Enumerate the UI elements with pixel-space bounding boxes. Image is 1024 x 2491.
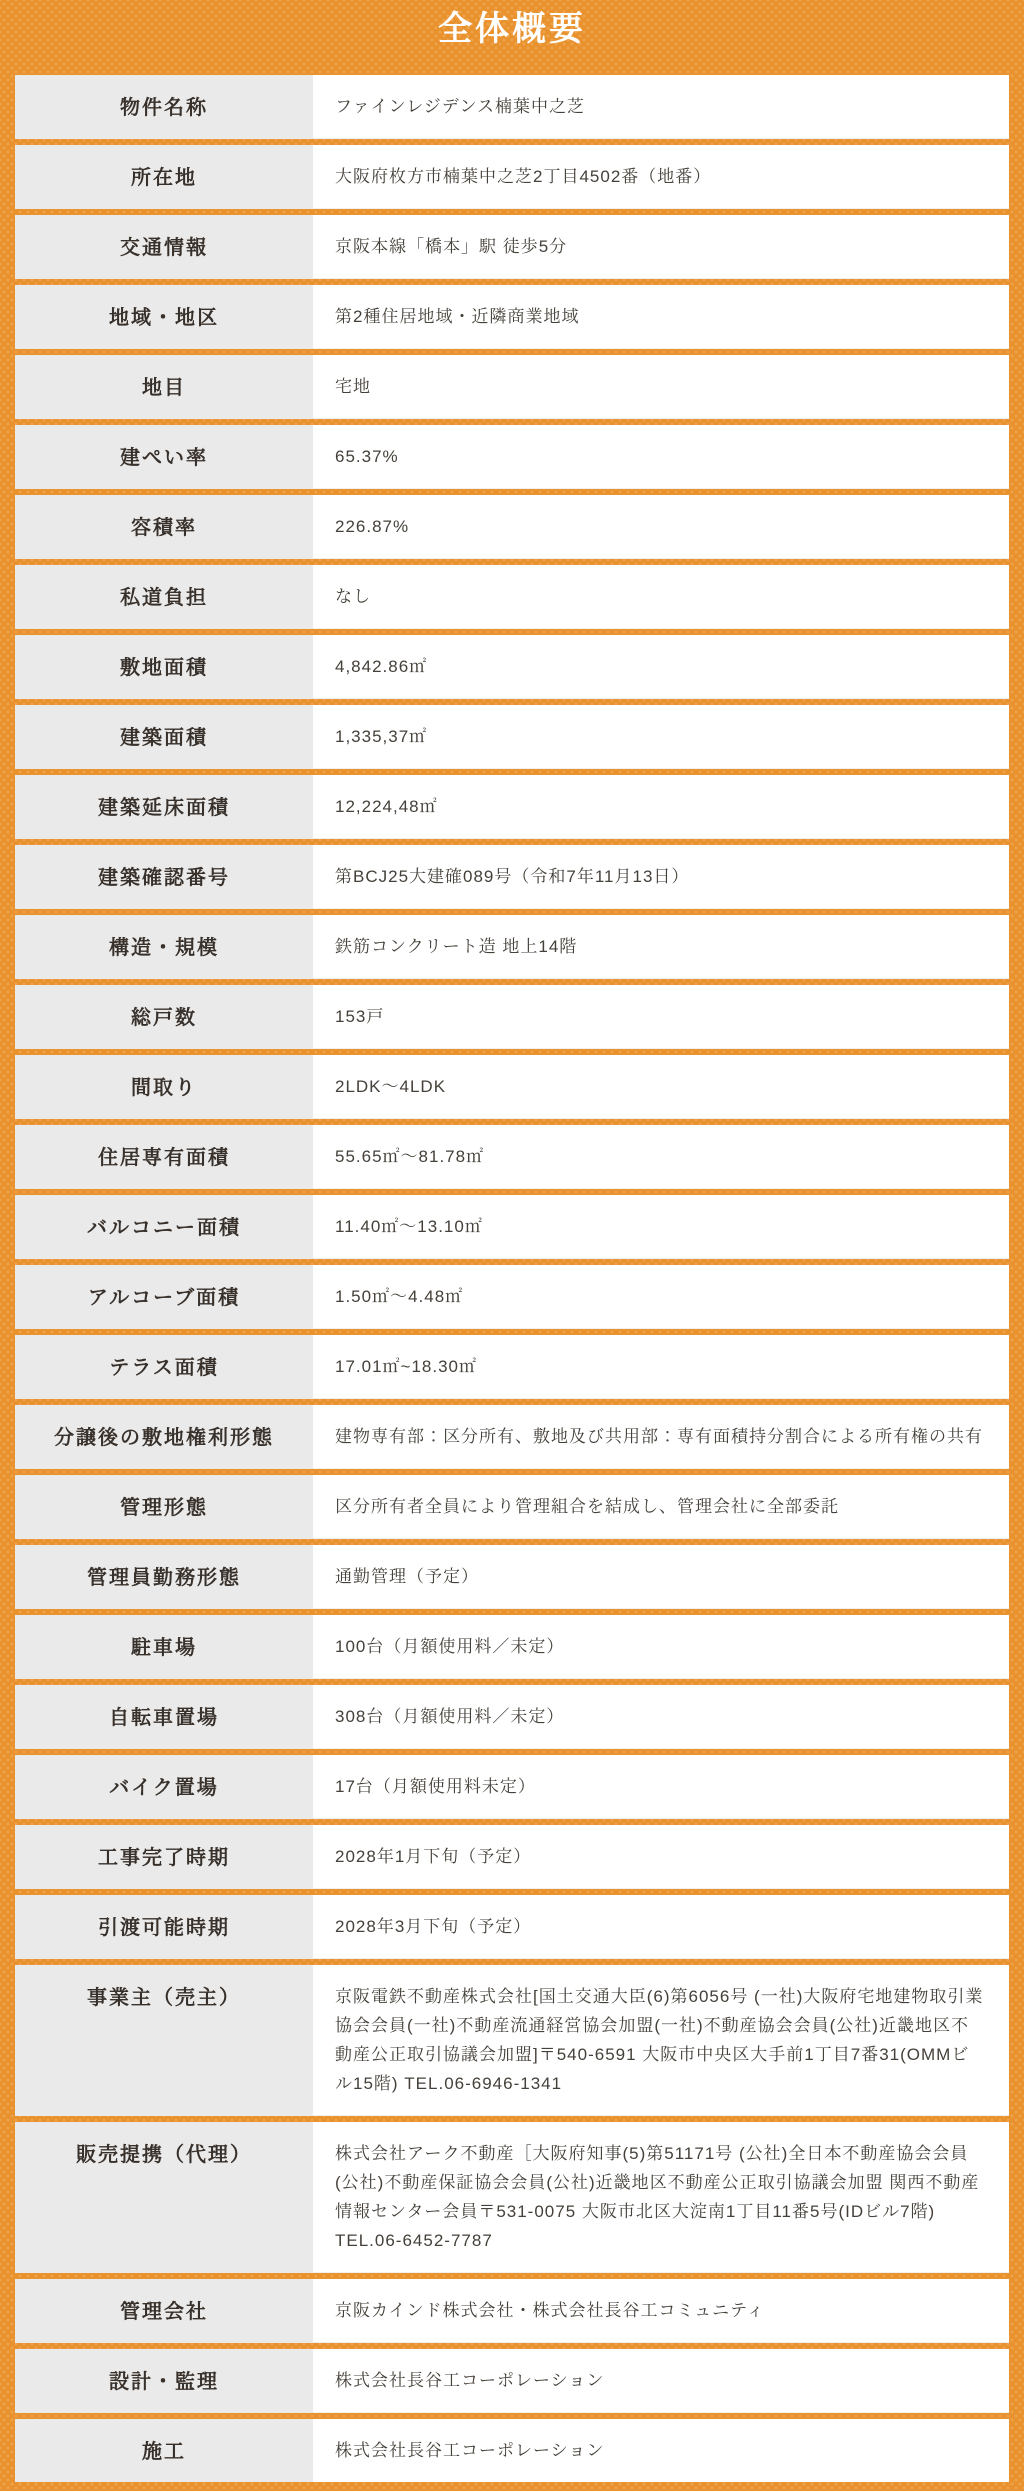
row-value: 1.50㎡〜4.48㎡ (313, 1265, 1009, 1329)
row-value: 308台（月額使用料／未定） (313, 1685, 1009, 1749)
table-row (15, 985, 1009, 1049)
row-value: ファインレジデンス楠葉中之芝 (313, 75, 1009, 139)
row-value: 第BCJ25大建確089号（令和7年11月13日） (313, 845, 1009, 909)
property-overview-table (15, 75, 1009, 2482)
row-value: 株式会社長谷工コーポレーション (313, 2419, 1009, 2482)
table-row (15, 75, 1009, 139)
table-row (15, 1055, 1009, 1119)
table-row (15, 1545, 1009, 1609)
table-row (15, 1335, 1009, 1399)
row-label: 地目 (15, 355, 313, 419)
row-label: 所在地 (15, 145, 313, 209)
row-label: バイク置場 (15, 1755, 313, 1819)
row-value: 11.40㎡〜13.10㎡ (313, 1195, 1009, 1259)
table-row (15, 2122, 1009, 2273)
row-label: 私道負担 (15, 565, 313, 629)
row-label: 工事完了時期 (15, 1825, 313, 1889)
row-label: 自転車置場 (15, 1685, 313, 1749)
table-row (15, 1965, 1009, 2116)
row-label: 建築延床面積 (15, 775, 313, 839)
row-value: 大阪府枚方市楠葉中之芝2丁目4502番（地番） (313, 145, 1009, 209)
row-label: 施工 (15, 2419, 313, 2482)
row-value: 区分所有者全員により管理組合を結成し、管理会社に全部委託 (313, 1475, 1009, 1539)
table-row (15, 495, 1009, 559)
table-row (15, 145, 1009, 209)
row-label: 建築面積 (15, 705, 313, 769)
table-row (15, 635, 1009, 699)
row-value: 17台（月額使用料未定） (313, 1755, 1009, 1819)
table-row (15, 1125, 1009, 1189)
row-label: 建築確認番号 (15, 845, 313, 909)
table-row (15, 915, 1009, 979)
row-label: アルコーブ面積 (15, 1265, 313, 1329)
row-label: 敷地面積 (15, 635, 313, 699)
row-value: 2028年3月下旬（予定） (313, 1895, 1009, 1959)
row-value: 226.87% (313, 495, 1009, 559)
row-label: 販売提携（代理） (15, 2122, 313, 2273)
table-row (15, 775, 1009, 839)
page-title: 全体概要 (438, 10, 586, 48)
row-label: 管理員勤務形態 (15, 1545, 313, 1609)
row-label: 建ぺい率 (15, 425, 313, 489)
table-row (15, 1825, 1009, 1889)
table-row (15, 355, 1009, 419)
table-row (15, 2279, 1009, 2343)
table-row (15, 215, 1009, 279)
row-value: 153戸 (313, 985, 1009, 1049)
table-row (15, 705, 1009, 769)
table-row (15, 425, 1009, 489)
row-value: 100台（月額使用料／未定） (313, 1615, 1009, 1679)
row-label: 住居専有面積 (15, 1125, 313, 1189)
row-value: 株式会社アーク不動産［大阪府知事(5)第51171号 (公社)全日本不動産協会会員(公社)不動産保証協会会員(公社)近畿地区不動産公正取引協議会加盟 関西不動産情報センター会員〒531-0075 大阪市北区大淀南1丁目11番5号(IDビル7階) TEL.06-6452-7787 (313, 2122, 1009, 2273)
row-label: 設計・監理 (15, 2349, 313, 2413)
row-value: 17.01㎡~18.30㎡ (313, 1335, 1009, 1399)
row-label: 引渡可能時期 (15, 1895, 313, 1959)
row-value: 建物専有部：区分所有、敷地及び共用部：専有面積持分割合による所有権の共有 (313, 1405, 1009, 1469)
row-value: 京阪本線「橋本」駅 徒歩5分 (313, 215, 1009, 279)
row-label: テラス面積 (15, 1335, 313, 1399)
row-label: 物件名称 (15, 75, 313, 139)
row-label: 事業主（売主） (15, 1965, 313, 2116)
row-value: 12,224,48㎡ (313, 775, 1009, 839)
row-label: 間取り (15, 1055, 313, 1119)
row-value: 1,335,37㎡ (313, 705, 1009, 769)
row-value: なし (313, 565, 1009, 629)
row-value: 4,842.86㎡ (313, 635, 1009, 699)
table-row (15, 1405, 1009, 1469)
row-label: 駐車場 (15, 1615, 313, 1679)
row-value: 2LDK〜4LDK (313, 1055, 1009, 1119)
table-row (15, 845, 1009, 909)
table-row (15, 2349, 1009, 2413)
row-value: 京阪カインド株式会社・株式会社長谷工コミュニティ (313, 2279, 1009, 2343)
table-row (15, 565, 1009, 629)
row-label: 地域・地区 (15, 285, 313, 349)
table-row (15, 285, 1009, 349)
row-label: 容積率 (15, 495, 313, 559)
row-label: 構造・規模 (15, 915, 313, 979)
table-row (15, 1265, 1009, 1329)
table-row (15, 1195, 1009, 1259)
row-label: 分譲後の敷地権利形態 (15, 1405, 313, 1469)
table-row (15, 1895, 1009, 1959)
table-row (15, 1685, 1009, 1749)
row-value: 鉄筋コンクリート造 地上14階 (313, 915, 1009, 979)
table-row (15, 1755, 1009, 1819)
row-label: 管理会社 (15, 2279, 313, 2343)
row-value: 第2種住居地域・近隣商業地域 (313, 285, 1009, 349)
row-value: 宅地 (313, 355, 1009, 419)
row-label: 管理形態 (15, 1475, 313, 1539)
row-label: 総戸数 (15, 985, 313, 1049)
row-value: 2028年1月下旬（予定） (313, 1825, 1009, 1889)
row-value: 株式会社長谷工コーポレーション (313, 2349, 1009, 2413)
table-row (15, 1615, 1009, 1679)
row-label: 交通情報 (15, 215, 313, 279)
row-value: 京阪電鉄不動産株式会社[国土交通大臣(6)第6056号 (一社)大阪府宅地建物取引業協会会員(一社)不動産流通経営協会加盟(一社)不動産協会会員(公社)近畿地区不動産公正取引協議会加盟]〒540-6591 大阪市中央区大手前1丁目7番31(OMMビル15階) TEL.06-6946-1341 (313, 1965, 1009, 2116)
section-header (15, 0, 1009, 75)
row-label: バルコニー面積 (15, 1195, 313, 1259)
row-value: 55.65㎡〜81.78㎡ (313, 1125, 1009, 1189)
row-value: 65.37% (313, 425, 1009, 489)
table-row (15, 1475, 1009, 1539)
row-value: 通勤管理（予定） (313, 1545, 1009, 1609)
table-row (15, 2419, 1009, 2482)
